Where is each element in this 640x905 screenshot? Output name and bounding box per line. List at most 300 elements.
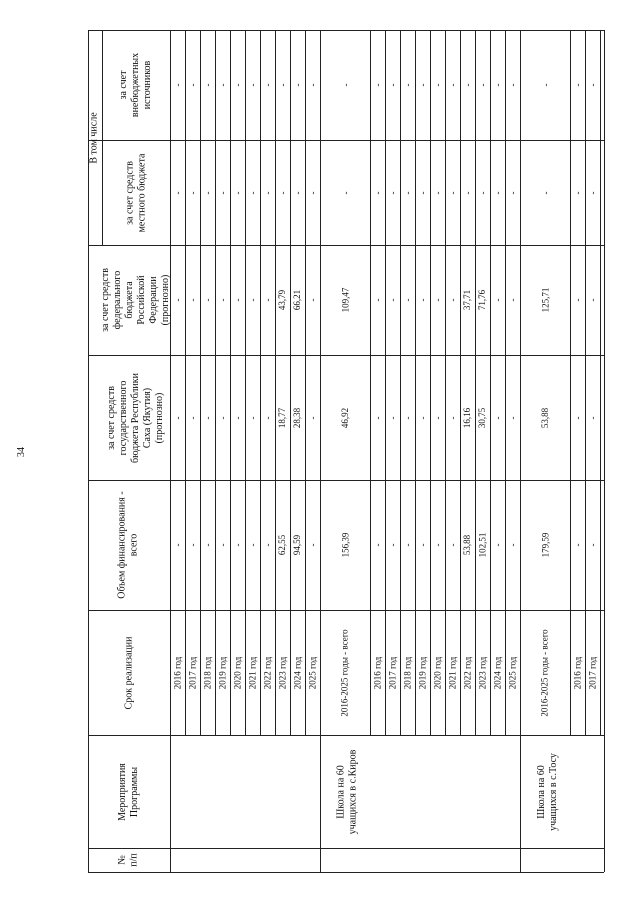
republic-cell-text: - — [262, 416, 273, 419]
federal-cell-text: - — [417, 298, 428, 302]
republic-cell-text: - — [492, 416, 503, 419]
federal-cell — [475, 245, 490, 355]
period-cell-text: 2021 год — [247, 656, 258, 689]
total-cell — [275, 480, 290, 610]
republic-cell — [305, 355, 320, 480]
period-cell — [445, 610, 460, 735]
extra-cell — [200, 30, 215, 140]
federal-cell — [170, 245, 185, 355]
total-cell — [245, 480, 260, 610]
extra-cell — [445, 30, 460, 140]
republic-summary-cell — [520, 355, 570, 480]
local-cell-text: - — [202, 191, 213, 194]
group-name-tosu — [520, 735, 575, 848]
period-cell-text: 2025 год — [507, 656, 518, 689]
federal-summary-cell-text: 125,71 — [540, 287, 550, 313]
extra-summary-cell — [320, 30, 370, 140]
federal-cell — [430, 245, 445, 355]
extra-cell-text: - — [417, 83, 428, 87]
period-cell-text: 2017 год — [187, 656, 198, 689]
total-cell — [230, 480, 245, 610]
period-cell-text: 2018 год — [202, 656, 213, 689]
local-cell — [430, 140, 445, 245]
extra-cell — [275, 30, 290, 140]
republic-cell — [370, 355, 385, 480]
total-cell — [400, 480, 415, 610]
federal-cell-text: 66,21 — [292, 289, 303, 311]
federal-cell-text: - — [232, 298, 243, 302]
federal-cell — [290, 245, 305, 355]
period-summary-cell-text: 2016-2025 годы - всего — [340, 628, 350, 717]
period-cell — [570, 610, 585, 735]
extra-cell-text: - — [432, 83, 443, 87]
local-cell — [260, 140, 275, 245]
period-cell — [245, 610, 260, 735]
local-summary-cell — [520, 140, 570, 245]
period-cell-text: 2017 год — [587, 656, 598, 689]
republic-cell-text: - — [187, 416, 198, 419]
local-cell — [475, 140, 490, 245]
local-cell — [415, 140, 430, 245]
total-cell-text: - — [492, 543, 503, 547]
period-cell-text: 2024 год — [292, 656, 303, 689]
extra-cell — [290, 30, 305, 140]
republic-cell — [430, 355, 445, 480]
local-cell-text: - — [447, 191, 458, 194]
republic-cell-text: - — [447, 416, 458, 419]
local-cell-text: - — [402, 191, 413, 194]
total-cell-text: - — [432, 543, 443, 547]
federal-cell — [245, 245, 260, 355]
period-cell — [585, 610, 600, 735]
republic-cell — [245, 355, 260, 480]
extra-cell-text: - — [507, 83, 518, 87]
header-total — [88, 480, 170, 610]
period-cell — [260, 610, 275, 735]
header-events — [88, 735, 170, 848]
period-cell — [460, 610, 475, 735]
header-events-text: Мероприятия Программы — [116, 762, 140, 821]
local-cell — [385, 140, 400, 245]
extra-cell — [185, 30, 200, 140]
period-summary-cell-text: 2016-2025 годы - всего — [540, 628, 550, 717]
republic-cell — [275, 355, 290, 480]
republic-summary-cell-text: 53,88 — [540, 407, 550, 428]
total-cell-text: - — [387, 543, 398, 547]
local-cell — [200, 140, 215, 245]
republic-cell-text: - — [417, 416, 428, 419]
republic-summary-cell — [320, 355, 370, 480]
header-number-text: № п/п — [116, 853, 140, 867]
local-cell — [290, 140, 305, 245]
extra-cell — [400, 30, 415, 140]
republic-cell-text: - — [217, 416, 228, 419]
federal-cell-text: 43,79 — [277, 289, 288, 311]
federal-cell-text: - — [492, 298, 503, 302]
local-cell-text: - — [247, 191, 258, 194]
local-cell-text: - — [307, 191, 318, 194]
total-cell-text: - — [262, 543, 273, 547]
local-cell — [445, 140, 460, 245]
total-cell-text: - — [202, 543, 213, 547]
local-cell — [230, 140, 245, 245]
federal-cell-text: - — [387, 298, 398, 302]
period-cell — [475, 610, 490, 735]
header-period-text: Срок реализации — [123, 636, 134, 709]
extra-cell — [490, 30, 505, 140]
republic-cell — [505, 355, 520, 480]
extra-cell — [170, 30, 185, 140]
total-cell — [490, 480, 505, 610]
extra-cell-text: - — [307, 83, 318, 87]
local-cell — [400, 140, 415, 245]
extra-summary-cell — [520, 30, 570, 140]
republic-summary-cell-text: 46,92 — [340, 407, 350, 428]
total-cell-text: - — [187, 543, 198, 547]
federal-summary-cell — [520, 245, 570, 355]
federal-summary-cell-text: 109,47 — [340, 287, 350, 313]
local-cell — [370, 140, 385, 245]
federal-cell — [460, 245, 475, 355]
federal-cell — [490, 245, 505, 355]
local-cell — [585, 140, 600, 245]
period-cell-text: 2022 год — [462, 656, 473, 689]
extra-cell-text: - — [202, 83, 213, 87]
republic-cell — [460, 355, 475, 480]
republic-cell-text: - — [507, 416, 518, 419]
federal-cell — [370, 245, 385, 355]
extra-cell-text: - — [372, 83, 383, 87]
federal-cell-text: - — [307, 298, 318, 302]
total-cell — [215, 480, 230, 610]
total-cell — [570, 480, 585, 610]
period-summary-cell — [320, 610, 370, 735]
local-cell-text: - — [217, 191, 228, 194]
period-cell — [170, 610, 185, 735]
local-cell — [245, 140, 260, 245]
period-cell — [430, 610, 445, 735]
total-cell — [460, 480, 475, 610]
total-cell — [430, 480, 445, 610]
total-cell — [475, 480, 490, 610]
republic-cell-text: - — [247, 416, 258, 419]
federal-cell-text: 37,71 — [462, 289, 473, 311]
federal-cell-text: - — [402, 298, 413, 302]
local-cell — [215, 140, 230, 245]
extra-cell-text: - — [572, 83, 583, 87]
federal-cell — [230, 245, 245, 355]
total-summary-cell-text: 179,59 — [540, 532, 550, 558]
header-in-that — [88, 30, 102, 245]
extra-cell-text: - — [492, 83, 503, 87]
total-cell-text: - — [217, 543, 228, 547]
table-border-bottom — [88, 872, 604, 873]
federal-cell — [385, 245, 400, 355]
federal-cell-text: - — [262, 298, 273, 302]
local-cell-text: - — [507, 191, 518, 194]
local-cell-text: - — [432, 191, 443, 194]
federal-cell-text: - — [217, 298, 228, 302]
republic-cell — [215, 355, 230, 480]
header-local-text: за счет средств местного бюджета — [124, 153, 148, 232]
period-cell — [185, 610, 200, 735]
period-cell-text: 2021 год — [447, 656, 458, 689]
extra-cell — [305, 30, 320, 140]
local-cell — [460, 140, 475, 245]
extra-cell — [215, 30, 230, 140]
total-cell-text: - — [372, 543, 383, 547]
total-cell — [505, 480, 520, 610]
period-cell — [505, 610, 520, 735]
federal-cell — [505, 245, 520, 355]
total-cell-text: - — [247, 543, 258, 547]
period-cell-text: 2016 год — [372, 656, 383, 689]
republic-cell-text: - — [402, 416, 413, 419]
extra-cell-text: - — [247, 83, 258, 87]
header-total-text: Объем финансирования - всего — [117, 491, 141, 599]
local-cell — [275, 140, 290, 245]
local-summary-cell-text: - — [540, 191, 550, 194]
period-cell — [305, 610, 320, 735]
local-cell-text: - — [372, 191, 383, 194]
total-cell-text: - — [307, 543, 318, 547]
republic-cell-text: 28,38 — [292, 407, 303, 428]
local-cell-text: - — [187, 191, 198, 194]
extra-cell — [415, 30, 430, 140]
header-period — [88, 610, 170, 735]
total-cell-text: 62,55 — [277, 534, 288, 556]
period-cell-text: 2020 год — [232, 656, 243, 689]
federal-cell — [445, 245, 460, 355]
header-extra — [102, 30, 170, 140]
local-cell-text: - — [572, 191, 583, 194]
republic-cell — [260, 355, 275, 480]
local-cell — [185, 140, 200, 245]
local-cell-text: - — [462, 191, 473, 194]
total-cell-text: - — [587, 543, 598, 547]
extra-cell-text: - — [387, 83, 398, 87]
local-cell-text: - — [277, 191, 288, 194]
total-cell-text: - — [447, 543, 458, 547]
federal-cell-text: - — [372, 298, 383, 302]
period-cell-text: 2018 год — [402, 656, 413, 689]
extra-cell — [245, 30, 260, 140]
period-cell-text: 2019 год — [417, 656, 428, 689]
header-republic-text: за счет средств государственного бюджета Республики Саха (Якутия) (прогнозно) — [106, 372, 166, 463]
republic-cell — [385, 355, 400, 480]
republic-cell — [490, 355, 505, 480]
republic-cell — [570, 355, 585, 480]
period-summary-cell — [520, 610, 570, 735]
extra-summary-cell-text: - — [540, 83, 550, 87]
extra-cell — [460, 30, 475, 140]
total-cell — [370, 480, 385, 610]
republic-cell — [585, 355, 600, 480]
extra-cell — [260, 30, 275, 140]
period-cell-text: 2022 год — [262, 656, 273, 689]
extra-cell-text: - — [447, 83, 458, 87]
republic-cell-text: - — [232, 416, 243, 419]
period-cell — [490, 610, 505, 735]
federal-cell-text: - — [432, 298, 443, 302]
federal-cell — [185, 245, 200, 355]
local-cell — [305, 140, 320, 245]
total-cell-text: - — [172, 543, 183, 547]
federal-cell-text: - — [507, 298, 518, 302]
period-cell-text: 2016 год — [172, 656, 183, 689]
republic-cell — [290, 355, 305, 480]
federal-cell-text: - — [172, 298, 183, 302]
period-cell-text: 2019 год — [217, 656, 228, 689]
local-summary-cell — [320, 140, 370, 245]
total-cell-text: - — [572, 543, 583, 547]
period-cell — [385, 610, 400, 735]
page-number: 34 — [16, 447, 27, 457]
extra-cell-text: - — [292, 83, 303, 87]
period-cell-text: 2025 год — [307, 656, 318, 689]
federal-cell — [585, 245, 600, 355]
republic-cell-text: - — [387, 416, 398, 419]
federal-cell — [200, 245, 215, 355]
local-cell-text: - — [587, 191, 598, 194]
group-name-kirov — [320, 735, 375, 848]
header-republic — [102, 355, 170, 480]
extra-cell — [370, 30, 385, 140]
local-cell — [490, 140, 505, 245]
header-federal — [99, 245, 171, 355]
total-cell — [170, 480, 185, 610]
federal-cell — [415, 245, 430, 355]
local-cell — [570, 140, 585, 245]
federal-cell — [305, 245, 320, 355]
period-cell-text: 2020 год — [432, 656, 443, 689]
period-cell-text: 2017 год — [387, 656, 398, 689]
period-cell — [415, 610, 430, 735]
federal-cell-text: - — [202, 298, 213, 302]
republic-cell-text: - — [587, 416, 598, 419]
republic-cell — [185, 355, 200, 480]
total-cell-text: 94,59 — [292, 534, 303, 556]
total-cell-text: 53,88 — [462, 534, 473, 556]
total-cell — [585, 480, 600, 610]
republic-cell — [230, 355, 245, 480]
federal-cell-text: 71,76 — [477, 289, 488, 311]
total-summary-cell-text: 156,39 — [340, 532, 350, 558]
republic-cell — [400, 355, 415, 480]
total-cell-text: - — [402, 543, 413, 547]
extra-cell-text: - — [477, 83, 488, 87]
extra-cell-text: - — [172, 83, 183, 87]
total-summary-cell — [320, 480, 370, 610]
extra-cell-text: - — [217, 83, 228, 87]
period-cell — [290, 610, 305, 735]
local-cell — [170, 140, 185, 245]
group-name-tosu-text: Школа на 60 учащихся в с.Тосу — [535, 752, 559, 831]
federal-cell-text: - — [247, 298, 258, 302]
republic-cell — [170, 355, 185, 480]
republic-cell-text: 30,75 — [477, 407, 488, 428]
period-cell-text: 2016 год — [572, 656, 583, 689]
extra-cell — [230, 30, 245, 140]
federal-cell — [400, 245, 415, 355]
extra-cell-text: - — [262, 83, 273, 87]
local-cell-text: - — [292, 191, 303, 194]
period-cell — [370, 610, 385, 735]
local-cell-text: - — [477, 191, 488, 194]
total-cell — [415, 480, 430, 610]
republic-cell-text: - — [202, 416, 213, 419]
extra-cell-text: - — [462, 83, 473, 87]
total-cell — [200, 480, 215, 610]
period-cell — [275, 610, 290, 735]
period-cell-text: 2023 год — [477, 656, 488, 689]
period-cell-text: 2023 год — [277, 656, 288, 689]
federal-cell-text: - — [187, 298, 198, 302]
period-cell — [230, 610, 245, 735]
republic-cell — [415, 355, 430, 480]
republic-cell-text: - — [572, 416, 583, 419]
extra-cell-text: - — [277, 83, 288, 87]
extra-cell-text: - — [587, 83, 598, 87]
total-cell — [185, 480, 200, 610]
total-cell-text: - — [232, 543, 243, 547]
extra-cell-text: - — [232, 83, 243, 87]
period-cell — [215, 610, 230, 735]
total-cell-text: - — [507, 543, 518, 547]
local-cell-text: - — [417, 191, 428, 194]
federal-cell-text: - — [587, 298, 598, 302]
row-separator-23 — [600, 30, 601, 735]
local-summary-cell-text: - — [340, 191, 350, 194]
federal-cell-text: - — [447, 298, 458, 302]
extra-cell — [570, 30, 585, 140]
federal-summary-cell — [320, 245, 370, 355]
extra-cell-text: - — [187, 83, 198, 87]
local-cell-text: - — [492, 191, 503, 194]
total-cell-text: 102,51 — [477, 532, 488, 558]
header-federal-text: за счет средств федерального бюджета Российской Федерации (прогнозно) — [99, 268, 171, 332]
group-name-kirov-text: Школа на 60 учащихся в с.Киров — [335, 749, 359, 834]
extra-cell — [585, 30, 600, 140]
extra-cell — [385, 30, 400, 140]
republic-cell-text: 16,16 — [462, 407, 473, 428]
local-cell-text: - — [172, 191, 183, 194]
table-border-right — [604, 30, 605, 872]
header-extra-text: за счет внебюджетных источников — [118, 52, 153, 118]
local-cell-text: - — [387, 191, 398, 194]
header-number — [88, 848, 170, 872]
republic-cell-text: - — [432, 416, 443, 419]
total-cell — [290, 480, 305, 610]
federal-cell — [275, 245, 290, 355]
republic-cell — [445, 355, 460, 480]
local-cell-text: - — [262, 191, 273, 194]
republic-cell — [475, 355, 490, 480]
total-summary-cell — [520, 480, 570, 610]
period-cell-text: 2024 год — [492, 656, 503, 689]
republic-cell-text: - — [372, 416, 383, 419]
header-in-that-text: В том числе — [89, 111, 101, 164]
extra-cell — [430, 30, 445, 140]
federal-cell — [260, 245, 275, 355]
local-cell — [505, 140, 520, 245]
republic-cell — [200, 355, 215, 480]
federal-cell-text: - — [572, 298, 583, 302]
federal-cell — [570, 245, 585, 355]
extra-cell — [475, 30, 490, 140]
local-cell-text: - — [232, 191, 243, 194]
total-cell-text: - — [417, 543, 428, 547]
